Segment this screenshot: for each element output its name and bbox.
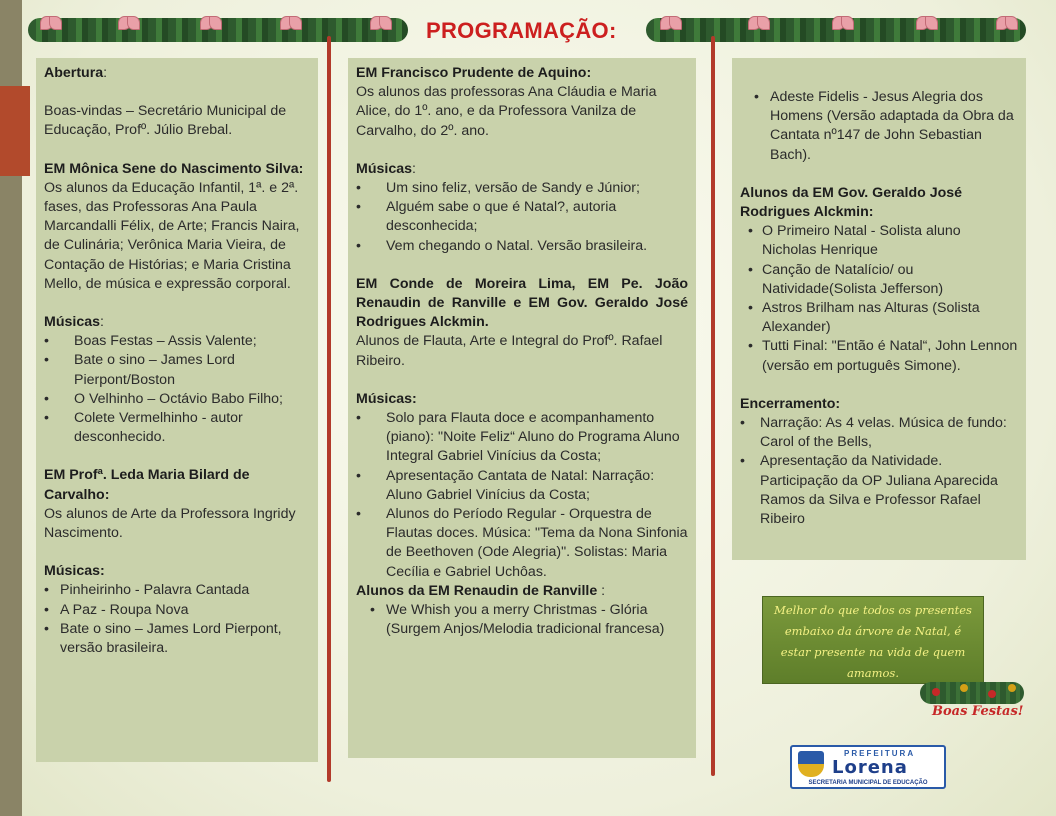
- closing-list: [740, 414, 1018, 529]
- logo-prefeitura: PREFEITURA: [844, 749, 916, 758]
- list-item: • Adeste Fidelis - Jesus Alegria dos Homens (Versão adaptada da Obra da Cantata nº147 de John Sebastian Bach).: [740, 88, 1018, 165]
- music-list: [356, 409, 688, 582]
- group-text: Alunos de Flauta, Arte e Integral do Profº. Rafael Ribeiro.: [356, 333, 663, 369]
- divider-pole: [327, 36, 331, 782]
- prefeitura-logo: [790, 745, 946, 789]
- ornament-icon: [932, 688, 940, 696]
- list-item: • Pinheirinho - Palavra Cantada: [44, 581, 310, 600]
- bow-icon: [748, 14, 770, 32]
- program-panel-3: [732, 58, 1026, 560]
- city-crest-icon: [798, 751, 824, 777]
- section-heading: Músicas: [356, 160, 412, 177]
- list-item: • Canção de Natalício/ ou Natividade(Solista Jefferson): [740, 261, 1018, 299]
- music-list: [44, 581, 310, 658]
- list-item: • Astros Brilham nas Alturas (Solista Alexander): [740, 299, 1018, 337]
- list-item: • Alunos do Período Regular - Orquestra de Flautas doces. Música: "Tema da Nona Sinfonia de Beethoven (Ode Alegria)". Solistas: Maria Cecília e Gabriel Uchôas.: [356, 505, 688, 582]
- music-list: [740, 88, 1018, 165]
- bow-icon: [832, 14, 854, 32]
- list-item: • Apresentação Cantata de Natal: Narração: Aluno Gabriel Vinícius da Costa;: [356, 467, 688, 505]
- bow-icon: [200, 14, 222, 32]
- list-item: • A Paz - Roupa Nova: [44, 601, 310, 620]
- school-text: Os alunos das professoras Ana Cláudia e Maria Alice, do 1º. ano, e da Professora Vanilza de Carvalho, do 2º. ano.: [356, 84, 657, 139]
- list-item: • O Primeiro Natal - Solista aluno Nicholas Henrique: [740, 222, 1018, 260]
- section-heading: Encerramento:: [740, 395, 841, 412]
- bow-icon: [660, 14, 682, 32]
- bow-icon: [40, 14, 62, 32]
- abertura-text: Boas-vindas – Secretário Municipal de Educação, Profº. Júlio Brebal.: [44, 103, 287, 139]
- section-heading: EM Mônica Sene do Nascimento Silva:: [44, 160, 304, 177]
- music-list: [356, 601, 688, 639]
- list-item: • We Whish you a merry Christmas - Glória (Surgem Anjos/Melodia tradicional francesa): [356, 601, 688, 639]
- list-item: • Bate o sino – James Lord Pierpont, versão brasileira.: [44, 620, 310, 658]
- section-heading: Músicas:: [44, 563, 105, 580]
- section-heading: Alunos da EM Renaudin de Ranville: [356, 582, 598, 599]
- bow-icon: [280, 14, 302, 32]
- page-title: PROGRAMAÇÃO:: [426, 18, 617, 43]
- logo-secretaria: SECRETARIA MUNICIPAL DE EDUCAÇÃO: [792, 780, 944, 786]
- music-list: [740, 222, 1018, 376]
- list-item: • Vem chegando o Natal. Versão brasileira.: [356, 237, 688, 256]
- list-item: • Colete Vermelhinho - autor desconhecido.: [44, 409, 310, 447]
- section-heading: EM Profª. Leda Maria Bilard de Carvalho:: [44, 467, 250, 503]
- section-heading: EM Conde de Moreira Lima, EM Pe. João Renaudin de Ranville e EM Gov. Geraldo José Rodrigues Alckmin.: [356, 275, 688, 331]
- list-item: • Solo para Flauta doce e acompanhamento (piano): "Noite Feliz“ Aluno do Programa Aluno Integral Gabriel Vinícius da Costa;: [356, 409, 688, 467]
- music-list: [356, 179, 688, 256]
- list-item: • Narração: As 4 velas. Música de fundo: Carol of the Bells,: [740, 414, 1018, 452]
- left-accent-bar: [0, 86, 30, 176]
- ornament-icon: [960, 684, 968, 692]
- section-heading: Músicas:: [356, 390, 417, 407]
- bow-icon: [996, 14, 1018, 32]
- school-text: Os alunos da Educação Infantil, 1ª. e 2ª. fases, das Professoras Ana Paula Marcandalli Félix, de Arte; Francis Naira, de Culinária; Verônica Maria Vieira, de Contação de Histórias; e Maria Cristina Mello, de música e expressão corporal.: [44, 179, 300, 292]
- bow-icon: [370, 14, 392, 32]
- divider-pole: [711, 36, 715, 776]
- list-item: • Apresentação da Natividade. Participação da OP Juliana Aparecida Ramos da Silva e Professor Rafael Ribeiro: [740, 452, 1018, 529]
- ornament-icon: [1008, 684, 1016, 692]
- list-item: • Tutti Final: "Então é Natal“, John Lennon (versão em português Simone).: [740, 337, 1018, 375]
- list-item: • O Velhinho – Octávio Babo Filho;: [44, 390, 310, 409]
- list-item: • Boas Festas – Assis Valente;: [44, 332, 310, 351]
- bow-icon: [916, 14, 938, 32]
- list-item: • Um sino feliz, versão de Sandy e Júnior;: [356, 179, 688, 198]
- program-panel-1: Abertura: Boas-vindas – Secretário Municipal de Educação, Profº. Júlio Brebal. EM Mônica Sene do Nascimento Silva: Os alunos da Educação Infantil, 1ª. e 2ª. fases, das Professoras Ana Paula Marcandalli Félix, de Arte; Francis Naira, de Culinária; Verônica Maria Vieira, de Contação de Histórias; e Maria Cristina Mello, de música e expressão corporal. Músicas: • Boas Festas – Assis Valente; • Bate o sino – James Lord Pierpont/Boston • O Velhinho – Octávio Babo Filho; • Colete Vermelhinho - autor desconhecido. EM Profª. Leda Maria Bilard de Carvalho: Os alunos de Arte da Professora Ingridy Nascimento. Músicas: • Pinheirinho - Palavra Cantada • A Paz - Roupa Nova • Bate o sino – James Lord Pierpont, versão brasileira.: [36, 58, 318, 762]
- list-item: • Alguém sabe o que é Natal?, autoria desconhecida;: [356, 198, 688, 236]
- section-heading: EM Francisco Prudente de Aquino:: [356, 65, 592, 81]
- section-heading: Abertura: [44, 65, 104, 81]
- christmas-quote: Melhor do que todos os presentes embaixo da árvore de Natal, é estar presente na vida de quem amamos.: [762, 596, 984, 684]
- program-panel-2: EM Francisco Prudente de Aquino: Os alunos das professoras Ana Cláudia e Maria Alice, do 1º. ano, e da Professora Vanilza de Carvalho, do 2º. ano. Músicas: • Um sino feliz, versão de Sandy e Júnior; • Alguém sabe o que é Natal?, autoria desconhecida; • Vem chegando o Natal. Versão brasileira. EM Conde de Moreira Lima, EM Pe. João Renaudin de Ranville e EM Gov. Geraldo José Rodrigues Alckmin. Alunos de Flauta, Arte e Integral do Profº. Rafael Ribeiro. Músicas: • Solo para Flauta doce e acompanhamento (piano): "Noite Feliz“ Aluno do Programa Aluno Integral Gabriel Vinícius da Costa; • Apresentação Cantata de Natal: Narração: Aluno Gabriel Vinícius da Costa; • Alunos do Período Regular - Orquestra de Flautas doces. Música: "Tema da Nona Sinfonia de Beethoven (Ode Alegria)". Solistas: Maria Cecília e Gabriel Uchôas. Alunos da EM Renaudin de Ranville : • We Whish you a merry Christmas - Glória (Surgem Anjos/Melodia tradicional francesa): [348, 58, 696, 758]
- section-heading: Alunos da EM Gov. Geraldo José Rodrigues Alckmin:: [740, 184, 963, 221]
- logo-city-name: Lorena: [832, 757, 908, 778]
- section-heading: Músicas: [44, 314, 100, 331]
- boas-festas-text: Boas Festas!: [932, 704, 1024, 719]
- bow-icon: [118, 14, 140, 32]
- music-list: [44, 332, 310, 447]
- list-item: • Bate o sino – James Lord Pierpont/Boston: [44, 351, 310, 389]
- ornament-icon: [988, 690, 996, 698]
- school-text: Os alunos de Arte da Professora Ingridy Nascimento.: [44, 505, 296, 542]
